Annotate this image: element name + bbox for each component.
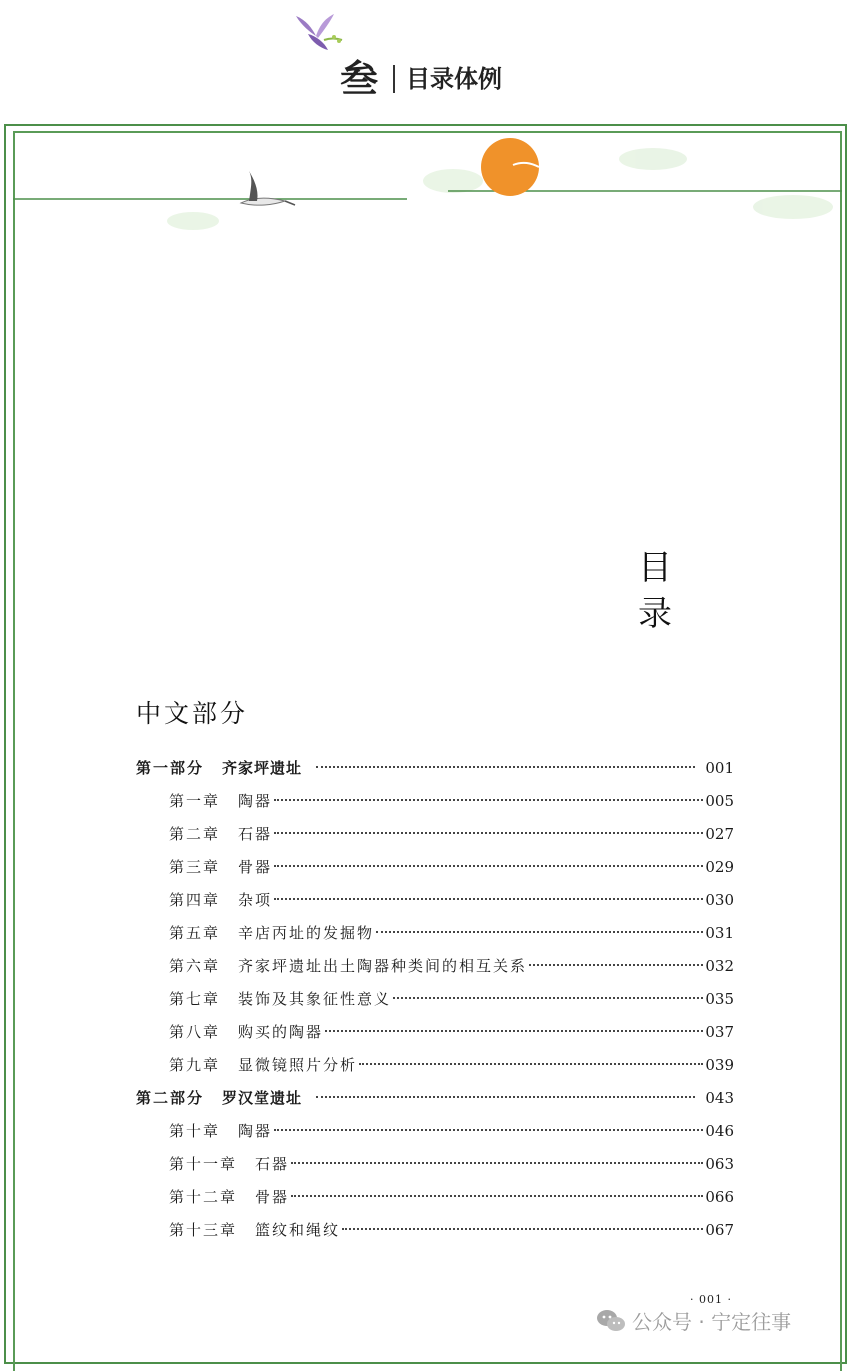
toc-entry-title: 罗汉堂遗址: [222, 1089, 303, 1107]
toc-entry-label: 第二部分: [136, 1089, 205, 1107]
toc-entry-title: 齐家坪遗址: [222, 759, 303, 777]
toc-entry-label: 第一章: [169, 792, 221, 810]
toc-entry-label: 第十一章: [169, 1155, 238, 1173]
toc-entry-title: 显微镜照片分析: [238, 1056, 358, 1074]
landscape-decoration: [13, 131, 842, 231]
toc-leader-dots: [274, 799, 703, 801]
toc-entry-page: 067: [705, 1221, 734, 1239]
sun-icon: [481, 138, 539, 196]
toc-entry-label: 第五章: [169, 924, 221, 942]
toc-chapter-row: [136, 917, 734, 950]
toc-entry-title: 杂项: [238, 891, 273, 909]
page-number: · 001 ·: [690, 1293, 732, 1306]
toc-entry-page: 029: [705, 858, 734, 876]
toc-entry-page: 035: [705, 990, 734, 1008]
toc-entry-title: 购买的陶器: [238, 1023, 324, 1041]
toc-entry-page: 001: [705, 759, 734, 777]
toc-entry-page: 031: [705, 924, 734, 942]
section-header: [0, 0, 855, 120]
toc-entry-page: 030: [705, 891, 734, 909]
toc-chapter-row: [136, 1148, 734, 1181]
toc-entry-label: 第三章: [169, 858, 221, 876]
toc-leader-dots: [291, 1195, 703, 1197]
watermark: [596, 1306, 791, 1335]
toc-leader-dots: [342, 1228, 703, 1230]
toc-entry-label: 第十章: [169, 1122, 221, 1140]
toc-chapter-row: [136, 1115, 734, 1148]
toc-leader-dots: [316, 766, 695, 768]
toc-chapter-row: [136, 818, 734, 851]
toc-leader-dots: [291, 1162, 703, 1164]
toc-entry-title: 石器: [255, 1155, 290, 1173]
toc-entry-page: 037: [705, 1023, 734, 1041]
page-heading: 目录: [638, 548, 698, 634]
toc-leader-dots: [393, 997, 703, 999]
toc-entry-title: 陶器: [238, 1122, 273, 1140]
toc-entry-label: 第十二章: [169, 1188, 238, 1206]
wechat-icon: [596, 1308, 626, 1334]
watermark-text: 公众号 · 宁定往事: [632, 1310, 792, 1334]
section-number: 叁: [340, 57, 379, 101]
toc-leader-dots: [274, 865, 703, 867]
toc-entry-title: 陶器: [238, 792, 273, 810]
toc-entry-page: 005: [705, 792, 734, 810]
toc-entry-label: 第四章: [169, 891, 221, 909]
toc-entry-page: 027: [705, 825, 734, 843]
toc-chapter-row: [136, 950, 734, 983]
toc-entry-label: 第一部分: [136, 759, 205, 777]
section-subheading: 中文部分: [136, 699, 249, 728]
swallow-icon: [290, 10, 346, 54]
toc-chapter-row: [136, 851, 734, 884]
toc-entry-page: 032: [705, 957, 734, 975]
toc-entry-label: 第七章: [169, 990, 221, 1008]
toc-chapter-row: [136, 785, 734, 818]
toc-entry-title: 篮纹和绳纹: [255, 1221, 341, 1239]
toc-leader-dots: [359, 1063, 703, 1065]
toc-leader-dots: [325, 1030, 703, 1032]
toc-entry-title: 装饰及其象征性意义: [238, 990, 392, 1008]
toc-entry-label: 第九章: [169, 1056, 221, 1074]
toc-leader-dots: [274, 898, 703, 900]
crane-icon: [241, 171, 295, 205]
toc-chapter-row: [136, 1016, 734, 1049]
toc-leader-dots: [376, 931, 703, 933]
toc-entry-page: 039: [705, 1056, 734, 1074]
toc-entry-title: 石器: [238, 825, 273, 843]
toc-entry-title: 骨器: [255, 1188, 290, 1206]
toc-entry-label: 第八章: [169, 1023, 221, 1041]
toc-chapter-row: [136, 1214, 734, 1247]
toc-entry-title: 齐家坪遗址出土陶器种类间的相互关系: [238, 957, 528, 975]
toc-chapter-row: [136, 983, 734, 1016]
toc-chapter-row: [136, 1049, 734, 1082]
toc-leader-dots: [529, 964, 703, 966]
toc-part-row: [136, 1082, 734, 1115]
toc-entry-label: 第六章: [169, 957, 221, 975]
toc-entry-page: 046: [705, 1122, 734, 1140]
toc-chapter-row: [136, 1181, 734, 1214]
toc-leader-dots: [274, 832, 703, 834]
toc-entry-label: 第二章: [169, 825, 221, 843]
table-of-contents: [136, 752, 734, 1247]
toc-entry-title: 辛店丙址的发掘物: [238, 924, 375, 942]
toc-part-row: [136, 752, 734, 785]
toc-entry-page: 066: [705, 1188, 734, 1206]
toc-chapter-row: [136, 884, 734, 917]
toc-leader-dots: [316, 1096, 695, 1098]
section-title: 目录体例: [406, 65, 502, 93]
toc-entry-title: 骨器: [238, 858, 273, 876]
toc-leader-dots: [274, 1129, 703, 1131]
header-divider: [393, 65, 395, 93]
toc-entry-page: 063: [705, 1155, 734, 1173]
toc-entry-label: 第十三章: [169, 1221, 238, 1239]
toc-entry-page: 043: [705, 1089, 734, 1107]
